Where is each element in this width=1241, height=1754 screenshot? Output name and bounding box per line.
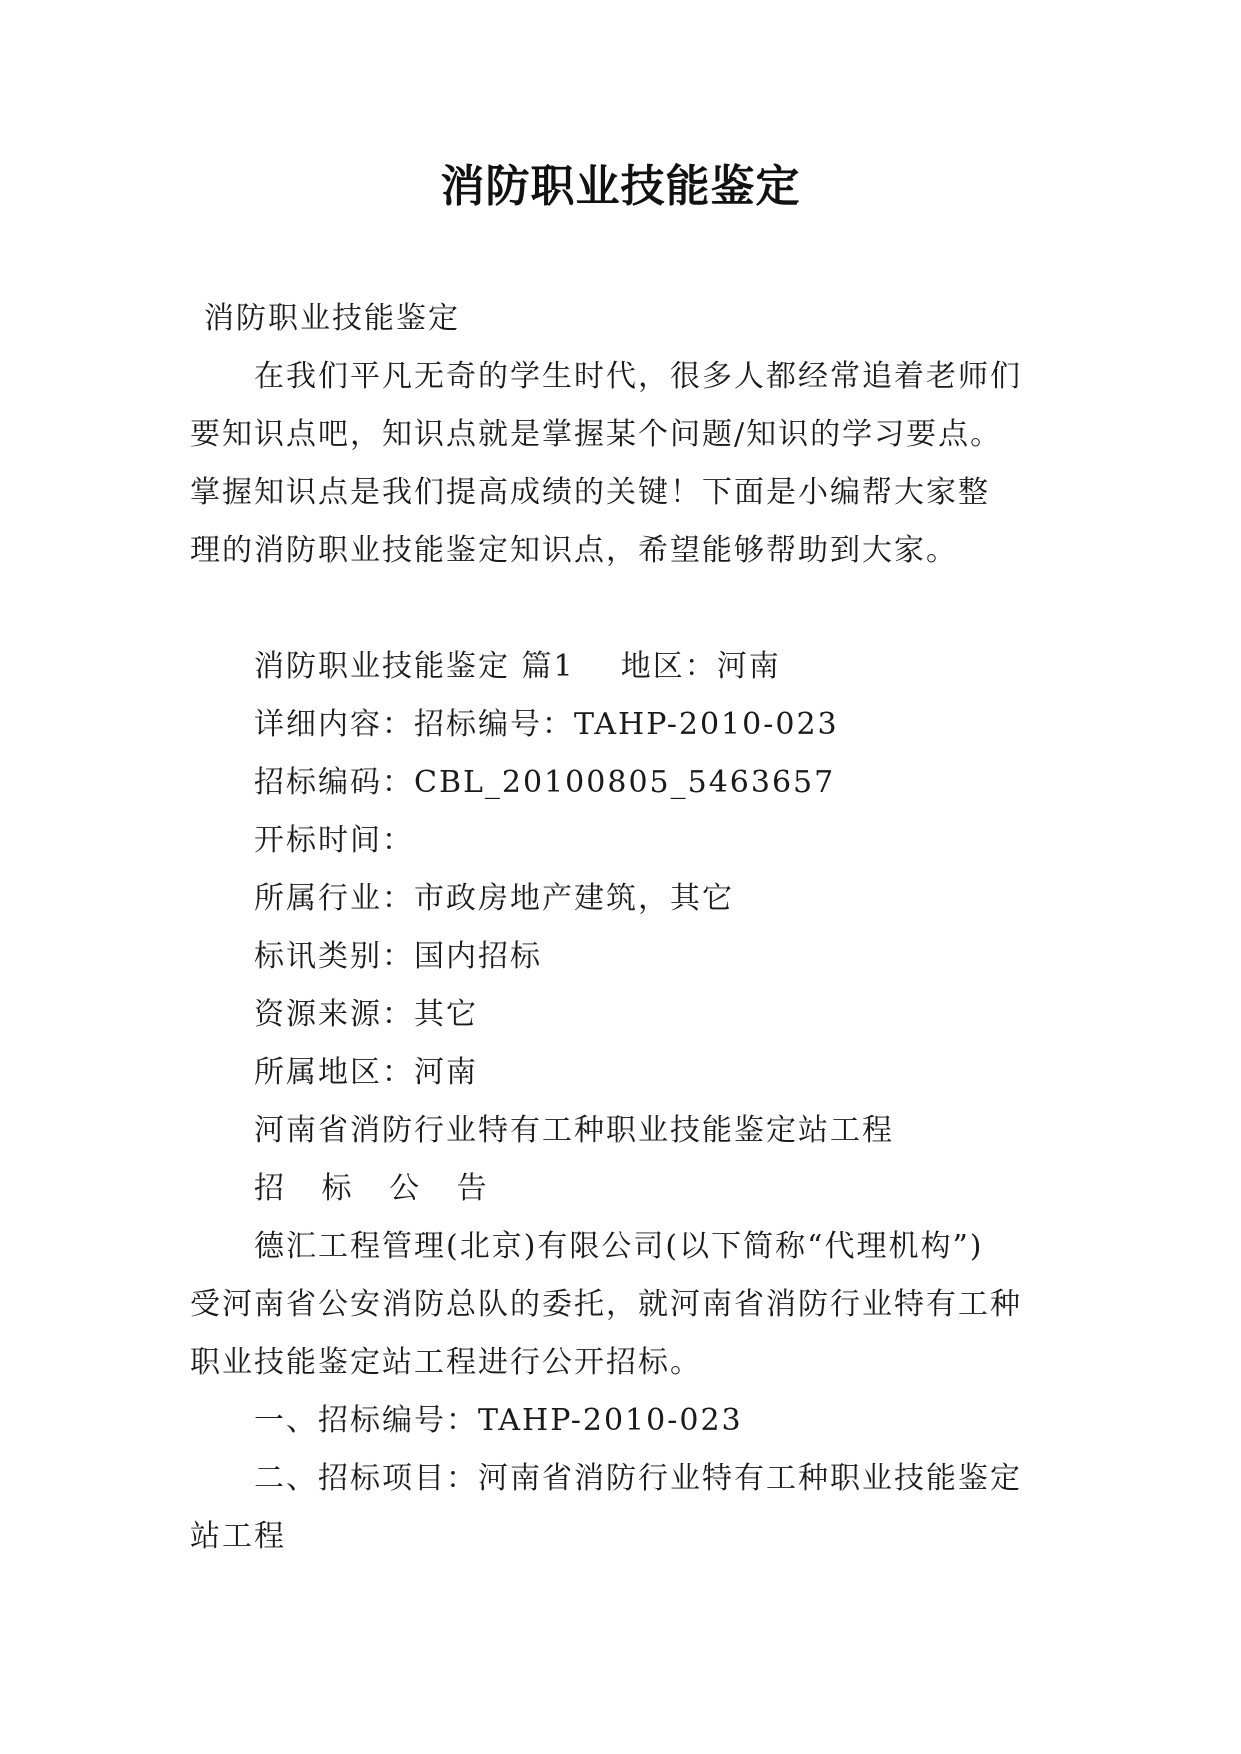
detail-line: 招标编码：CBL_20100805_5463657 [254,765,836,800]
intro-line: 理的消防职业技能鉴定知识点，希望能够帮助到大家。 [190,533,958,568]
detail-line: 所属行业：市政房地产建筑，其它 [254,881,734,916]
section-header: 消防职业技能鉴定 篇1 地区：河南 [254,649,781,684]
list-item-2-continued: 站工程 [190,1519,286,1554]
paragraph-spacer [190,580,1060,638]
body-line: 德汇工程管理(北京)有限公司(以下简称“代理机构”) [254,1229,984,1264]
detail-line: 资源来源：其它 [254,997,478,1032]
detail-line: 标讯类别：国内招标 [254,939,542,974]
detail-line: 详细内容：招标编号：TAHP-2010-023 [254,707,839,742]
body-line: 职业技能鉴定站工程进行公开招标。 [190,1345,702,1380]
document-body [190,290,1060,1566]
body-line: 受河南省公安消防总队的委托，就河南省消防行业特有工种 [190,1287,1022,1322]
document-title: 消防职业技能鉴定 [440,161,801,212]
list-item-2: 二、招标项目：河南省消防行业特有工种职业技能鉴定 [254,1461,1022,1496]
detail-line: 开标时间： [254,823,414,858]
notice-heading: 招 标 公 告 [254,1171,501,1206]
detail-line: 河南省消防行业特有工种职业技能鉴定站工程 [254,1113,894,1148]
intro-line: 在我们平凡无奇的学生时代，很多人都经常追着老师们 [254,359,1022,394]
detail-line: 所属地区：河南 [254,1055,478,1090]
intro-line: 要知识点吧，知识点就是掌握某个问题/知识的学习要点。 [190,417,1003,452]
document-subtitle: 消防职业技能鉴定 [204,301,460,336]
list-item-1: 一、招标编号：TAHP-2010-023 [254,1403,743,1438]
intro-line: 掌握知识点是我们提高成绩的关键！下面是小编帮大家整 [190,475,990,510]
